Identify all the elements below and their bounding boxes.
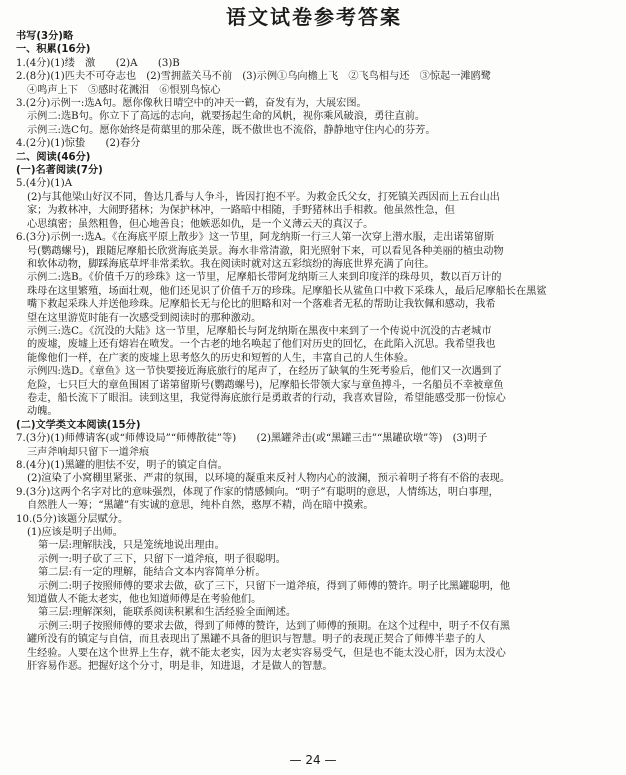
answer-line: 3.(2分)示例一:选A句。愿你像秋日晴空中的冲天一鹤，奋发有为，大展宏图。 <box>16 98 367 110</box>
answer-line: 的废墟，废墟上还有熔岩在喷发。一个古老的地名唤起了他们对历史的回忆，在此陷入沉思。我希望我也 <box>27 339 496 351</box>
answer-line: 第三层:理解深刻，能联系阅读积累和生活经验全面阐述。 <box>38 607 297 619</box>
answer-line: 危险，七只巨大的章鱼围困了诺第留斯号(鹦鹉螺号)，尼摩船长带领大家与章鱼搏斗，一名船员不幸被章鱼 <box>27 379 504 391</box>
answer-line: 2.(8分)(1)匹夫不可夺志也 (2)雪拥蓝关马不前 (3)示例①乌向檐上飞 ②飞鸟相与还 ③惊起一滩鸥鹭 <box>16 71 491 83</box>
answer-line: 示例二:选B。《价值千万的珍珠》这一节里，尼摩船长带阿龙纳斯三人来到印度洋的珠母贝，数以百万计的 <box>27 272 502 284</box>
section-heading: (一)名著阅读(7分) <box>16 165 103 177</box>
answer-line: 4.(2分)(1)惊蛰 (2)春分 <box>16 138 141 150</box>
answer-line: 第一层:理解肤浅，只是笼统地说出理由。 <box>38 540 225 552</box>
answer-line: 示例二:选B句。你立下了高远的志向，就要扬起生命的风帆，视你乘风破浪，勇往直前。 <box>27 111 426 123</box>
page-number: — 24 — <box>289 753 337 767</box>
answer-line: 第二层:有一定的理解，能结合文本内容简单分析。 <box>38 567 266 579</box>
section-heading: 书写(3分)略 <box>16 31 74 42</box>
answer-line: 示例三:选C句。愿你始终是荷蕖里的那朵莲，既不傲世也不流俗，静静地守住内心的芬芳。 <box>27 124 436 136</box>
answer-line: 家；为救林冲，大闹野猪林；为保护林冲，一路暗中相随，手野猪林出手相救。他虽然性急，但 <box>27 205 455 217</box>
answer-line: (2)与其他梁山好汉不同，鲁达几番与人争斗，皆因打抱不平。为救金氏父女，打死镇关西因而上五台山出 <box>27 191 500 203</box>
answer-line: 号(鹦鹉螺号)，跟随尼摩船长欣赏海底美景。海水非常清澈，阳光照射下来，可以看见各种美丽的植虫动物 <box>27 245 504 257</box>
answer-line: 示例三:明子按照师傅的要求去做，得到了师傅的赞许，达到了师傅的预期。在这个过程中，明子不仅有黑 <box>38 620 511 632</box>
section-heading: 二、阅读(46分) <box>16 151 91 163</box>
answer-line: 7.(3分)(1)师傅请客(或“师傅设局”“师傅散徒”等) (2)黑罐斧击(或“黑罐三击”“黑罐砍墩”等) (3)明子 <box>16 433 488 445</box>
answer-line: 生经验。人要在这个世界上生存，就不能太老实，因为太老实容易受气，但是也不能太没心肝，因为太没心 <box>27 647 506 659</box>
answer-line: 肝容易作恶。把握好这个分寸，明是非，知进退，才是做人的智慧。 <box>27 661 333 673</box>
answer-line: 罐所没有的镇定与自信，而且表现出了黑罐不具备的胆识与智慧。明子的表现正契合了师傅半辈子的人 <box>27 634 486 646</box>
answer-line: (1)应该是明子出师。 <box>27 527 123 539</box>
answer-line: 示例二:明子按照师傅的要求去做，砍了三下，只留下一道斧痕，得到了师傅的赞许。明子比黑罐聪明，他 <box>38 580 511 592</box>
answer-line: 心思缜密；虽然粗鲁，但心地善良；他嫉恶如仇，是一个义薄云天的真汉子。 <box>27 218 374 230</box>
answer-line: 知道做人不能太老实，他也知道师傅是在考验他们。 <box>27 594 262 606</box>
answer-line: (2)渲染了小窝棚里紧张、严肃的氛围，以环境的凝重来反衬人物内心的波澜，预示着明子将有不俗的表现。 <box>27 473 511 485</box>
answer-line: 9.(3分)这两个名字对比的意味强烈，体现了作家的情感倾向。“明子”有聪明的意思，人情练达，明白事理， <box>16 486 499 498</box>
answer-line: 10.(5分)该题分层赋分。 <box>16 513 129 525</box>
answer-line: 能像他们一样，在广袤的废墟上思考悠久的历史和短暂的人生，丰富自己的人生体验。 <box>27 352 415 364</box>
answer-line: 珠母在这里繁殖，场面壮观，他们还见识了价值千万的珍珠。尼摩船长从鲨鱼口中救下采珠人，最后尼摩船长在黑鲨 <box>27 285 547 297</box>
answer-line: 动魄。 <box>27 406 58 418</box>
answer-line: 嘴下救起采珠人并送他珍珠。尼摩船长无与伦比的胆略和对一个落难者无私的帮助让我钦佩和感动，我希 <box>27 299 496 311</box>
answer-line: 5.(4分)(1)A <box>16 178 73 190</box>
answer-line: 自然胜人一筹；“黑罐”有实诚的意思，纯朴自然，憨厚不精，尚在暗中摸索。 <box>27 500 374 512</box>
answer-line: 望在这里游览时能有一次感受到阅读时的那种激动。 <box>27 312 262 324</box>
answer-line: 三声斧响却只留下一道斧痕 <box>27 446 150 458</box>
page-title: 语文试卷参考答案 <box>226 5 402 29</box>
answer-body <box>16 30 612 674</box>
answer-line: 1.(4分)(1)缕 激 (2)A (3)B <box>16 57 180 69</box>
section-heading: 一、积累(16分) <box>16 44 91 56</box>
answer-line: 6.(3分)示例一:选A。《在海底平原上散步》这一节里，阿龙纳斯一行三人第一次穿上潜水服，走出诺第留斯 <box>16 232 495 244</box>
answer-line: 示例四:选D。《章鱼》这一节快要接近海底旅行的尾声了，在经历了缺氧的生死考验后，他们又一次遇到了 <box>27 366 503 378</box>
answer-line: ④鸣声上下 ⑤感时花溅泪 ⑥恨别鸟惊心 <box>27 84 221 96</box>
answer-line: 示例一:明子砍了三下，只留下一道斧痕，明子很聪明。 <box>38 553 286 565</box>
answer-line: 和软体动物，脚踩海底草坪非常柔软。我在阅读时就对这五彩缤纷的海底世界充满了向往。 <box>27 258 435 270</box>
answer-line: 示例三:选C。《沉没的大陆》这一节里，尼摩船长与阿龙纳斯在黑夜中来到了一个传说中沉没的古老城市 <box>27 325 492 337</box>
answer-line: 卷走，船长流下了眼泪。读到这里，我觉得海底旅行是勇敢者的行动，我喜欢冒险，希望能感受那一份惊心 <box>27 392 506 404</box>
answer-line: 8.(4分)(1)黑罐的胆怯不安，明子的镇定自信。 <box>16 460 228 471</box>
section-heading: (二)文学类文本阅读(15分) <box>16 419 141 431</box>
